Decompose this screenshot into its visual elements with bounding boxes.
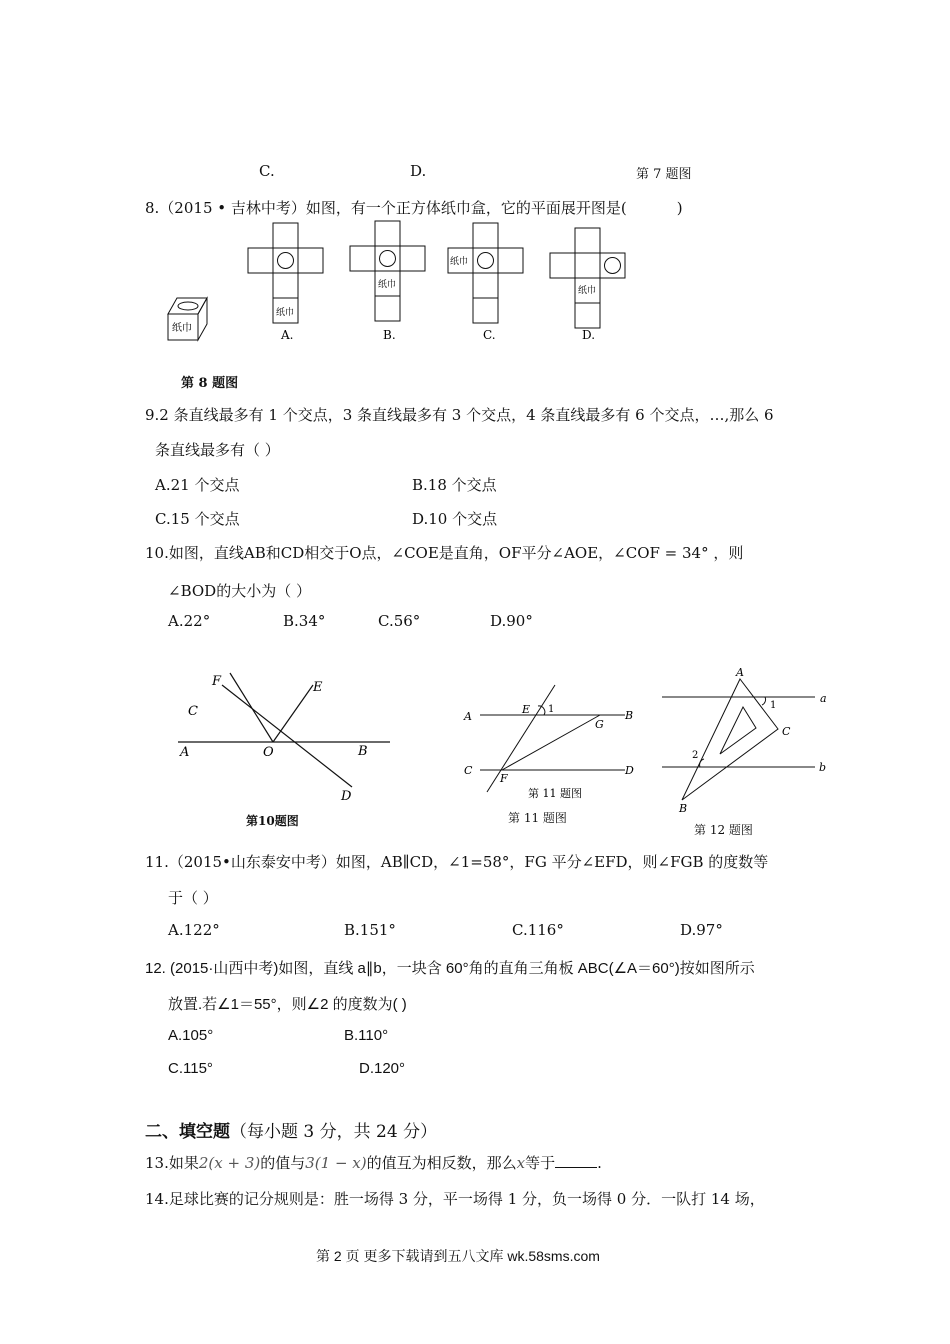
section2-heading <box>145 1117 437 1142</box>
q8-stem-end: ) <box>676 199 683 217</box>
fig10-label-a: A <box>180 745 190 760</box>
q10-option-b: B.34° <box>283 612 326 630</box>
q13-end: . <box>597 1154 602 1172</box>
net-d <box>550 228 625 328</box>
q13-answer-blank[interactable] <box>555 1153 597 1168</box>
q7-option-c: C. <box>259 162 275 180</box>
fig10-label-d: D <box>341 789 352 804</box>
q10-option-c: C.56° <box>378 612 421 630</box>
q11-figure <box>460 682 640 804</box>
q11-caption: 第 11 题图 <box>508 811 567 825</box>
q13-line <box>145 1152 602 1173</box>
net-b-label: 纸巾 <box>378 280 397 290</box>
section2-note: （每小题 3 分，共 24 分） <box>230 1122 438 1142</box>
q12-caption: 第 12 题图 <box>694 823 753 837</box>
q9-line2: 条直线最多有（ ） <box>155 441 280 459</box>
fig10-label-c: C <box>188 704 198 719</box>
q8-caption: 第 8 题图 <box>181 376 239 391</box>
q10-line2: ∠BOD的大小为（ ） <box>168 582 311 600</box>
q13-var: x <box>516 1154 526 1172</box>
q13-expr2: 3(1 − x) <box>305 1154 367 1172</box>
q8-stem-text: 8.（2015 • 吉林中考）如图，有一个正方体纸巾盒，它的平面展开图是( <box>145 199 627 217</box>
fig11-label-e: E <box>522 703 531 716</box>
fig11-label-b: B <box>625 709 634 722</box>
q9-line1: 9.2 条直线最多有 1 个交点，3 条直线最多有 3 个交点，4 条直线最多有 6 个交点，…,那么 6 <box>145 406 774 424</box>
q10-option-a: A.22° <box>168 612 211 630</box>
net-a-label: 纸巾 <box>276 308 295 318</box>
q10-caption: 第10题图 <box>246 814 299 828</box>
net-c-label: 纸巾 <box>450 257 469 267</box>
fig10-label-b: B <box>358 744 368 759</box>
net-c <box>448 223 523 323</box>
q7-caption: 第 7 题图 <box>636 167 692 182</box>
q10-figure <box>170 665 400 810</box>
q11-option-a: A.122° <box>168 921 220 939</box>
fig12-label-c: C <box>782 725 791 738</box>
q14-line1: 14.足球比赛的记分规则是：胜一场得 3 分，平一场得 1 分，负一场得 0 分．一队打 14 场， <box>145 1190 765 1208</box>
q13-post: 的值互为相反数，那么 <box>366 1154 517 1172</box>
fig11-label-c: C <box>464 764 473 777</box>
fig10-label-o: O <box>263 745 274 760</box>
fig11-label-d: D <box>625 764 634 777</box>
fig11-label-a: A <box>464 710 472 723</box>
q11-line2: 于（ ） <box>168 889 218 907</box>
q10-line1: 10.如图，直线AB和CD相交于O点，∠COE是直角，OF平分∠AOE，∠COF = 34° ，则 <box>145 544 744 562</box>
fig10-label-e: E <box>313 680 323 695</box>
net-b <box>350 221 425 321</box>
fig12-label-2: 2 <box>692 750 699 761</box>
q11-option-d: D.97° <box>680 921 723 939</box>
net-d-label: 纸巾 <box>578 286 597 296</box>
fig11-caption-inner: 第 11 题图 <box>528 787 582 800</box>
q11-option-c: C.116° <box>512 921 564 939</box>
net-c-option: C. <box>483 328 496 342</box>
q12-option-a: A.105° <box>168 1027 214 1044</box>
q9-option-b: B.18 个交点 <box>412 476 497 494</box>
fig12-label-a-line: a <box>820 692 827 705</box>
q8-stem <box>145 197 683 218</box>
q12-option-b: B.110° <box>344 1027 389 1044</box>
q12-line2: 放置.若∠1＝55°，则∠2 的度数为( ) <box>168 996 407 1013</box>
fig11-label-g: G <box>595 718 604 731</box>
q8-figure <box>150 218 650 353</box>
box-label: 纸巾 <box>172 323 192 334</box>
q12-figure <box>660 662 835 822</box>
net-d-option: D. <box>582 328 596 342</box>
q7-option-d: D. <box>410 162 427 180</box>
page-footer: 第 2 页 更多下载请到五八文库 wk.58sms.com <box>316 1248 600 1264</box>
q10-option-d: D.90° <box>490 612 533 630</box>
q11-line1: 11.（2015•山东泰安中考）如图，AB∥CD，∠1=58°，FG 平分∠EFD，则∠FGB 的度数等 <box>145 853 769 871</box>
q11-option-b: B.151° <box>344 921 396 939</box>
q12-line1: 12. (2015·山西中考)如图，直线 a∥b，一块含 60°角的直角三角板 ABC(∠A＝60°)按如图所示 <box>145 960 755 977</box>
q9-option-c: C.15 个交点 <box>155 510 240 528</box>
section2-title: 二、填空题 <box>145 1122 230 1142</box>
fig12-label-1: 1 <box>770 700 777 711</box>
fig12-label-b: B <box>679 802 688 815</box>
fig11-label-1: 1 <box>548 704 555 715</box>
q13-tail: 等于 <box>525 1154 556 1172</box>
q9-option-d: D.10 个交点 <box>412 510 498 528</box>
fig10-label-f: F <box>212 674 222 689</box>
q12-option-d: D.120° <box>359 1060 406 1077</box>
fig12-label-a: A <box>736 666 744 679</box>
q12-option-c: C.115° <box>168 1060 213 1077</box>
fig11-label-f: F <box>500 772 508 785</box>
q9-option-a: A.21 个交点 <box>155 476 240 494</box>
q13-mid: 的值与 <box>260 1154 306 1172</box>
q13-expr1: 2(x + 3) <box>198 1154 261 1172</box>
fig12-label-b-line: b <box>819 761 827 774</box>
net-a-option: A. <box>281 328 294 342</box>
q13-pre: 13.如果 <box>145 1154 199 1172</box>
net-b-option: B. <box>383 328 396 342</box>
